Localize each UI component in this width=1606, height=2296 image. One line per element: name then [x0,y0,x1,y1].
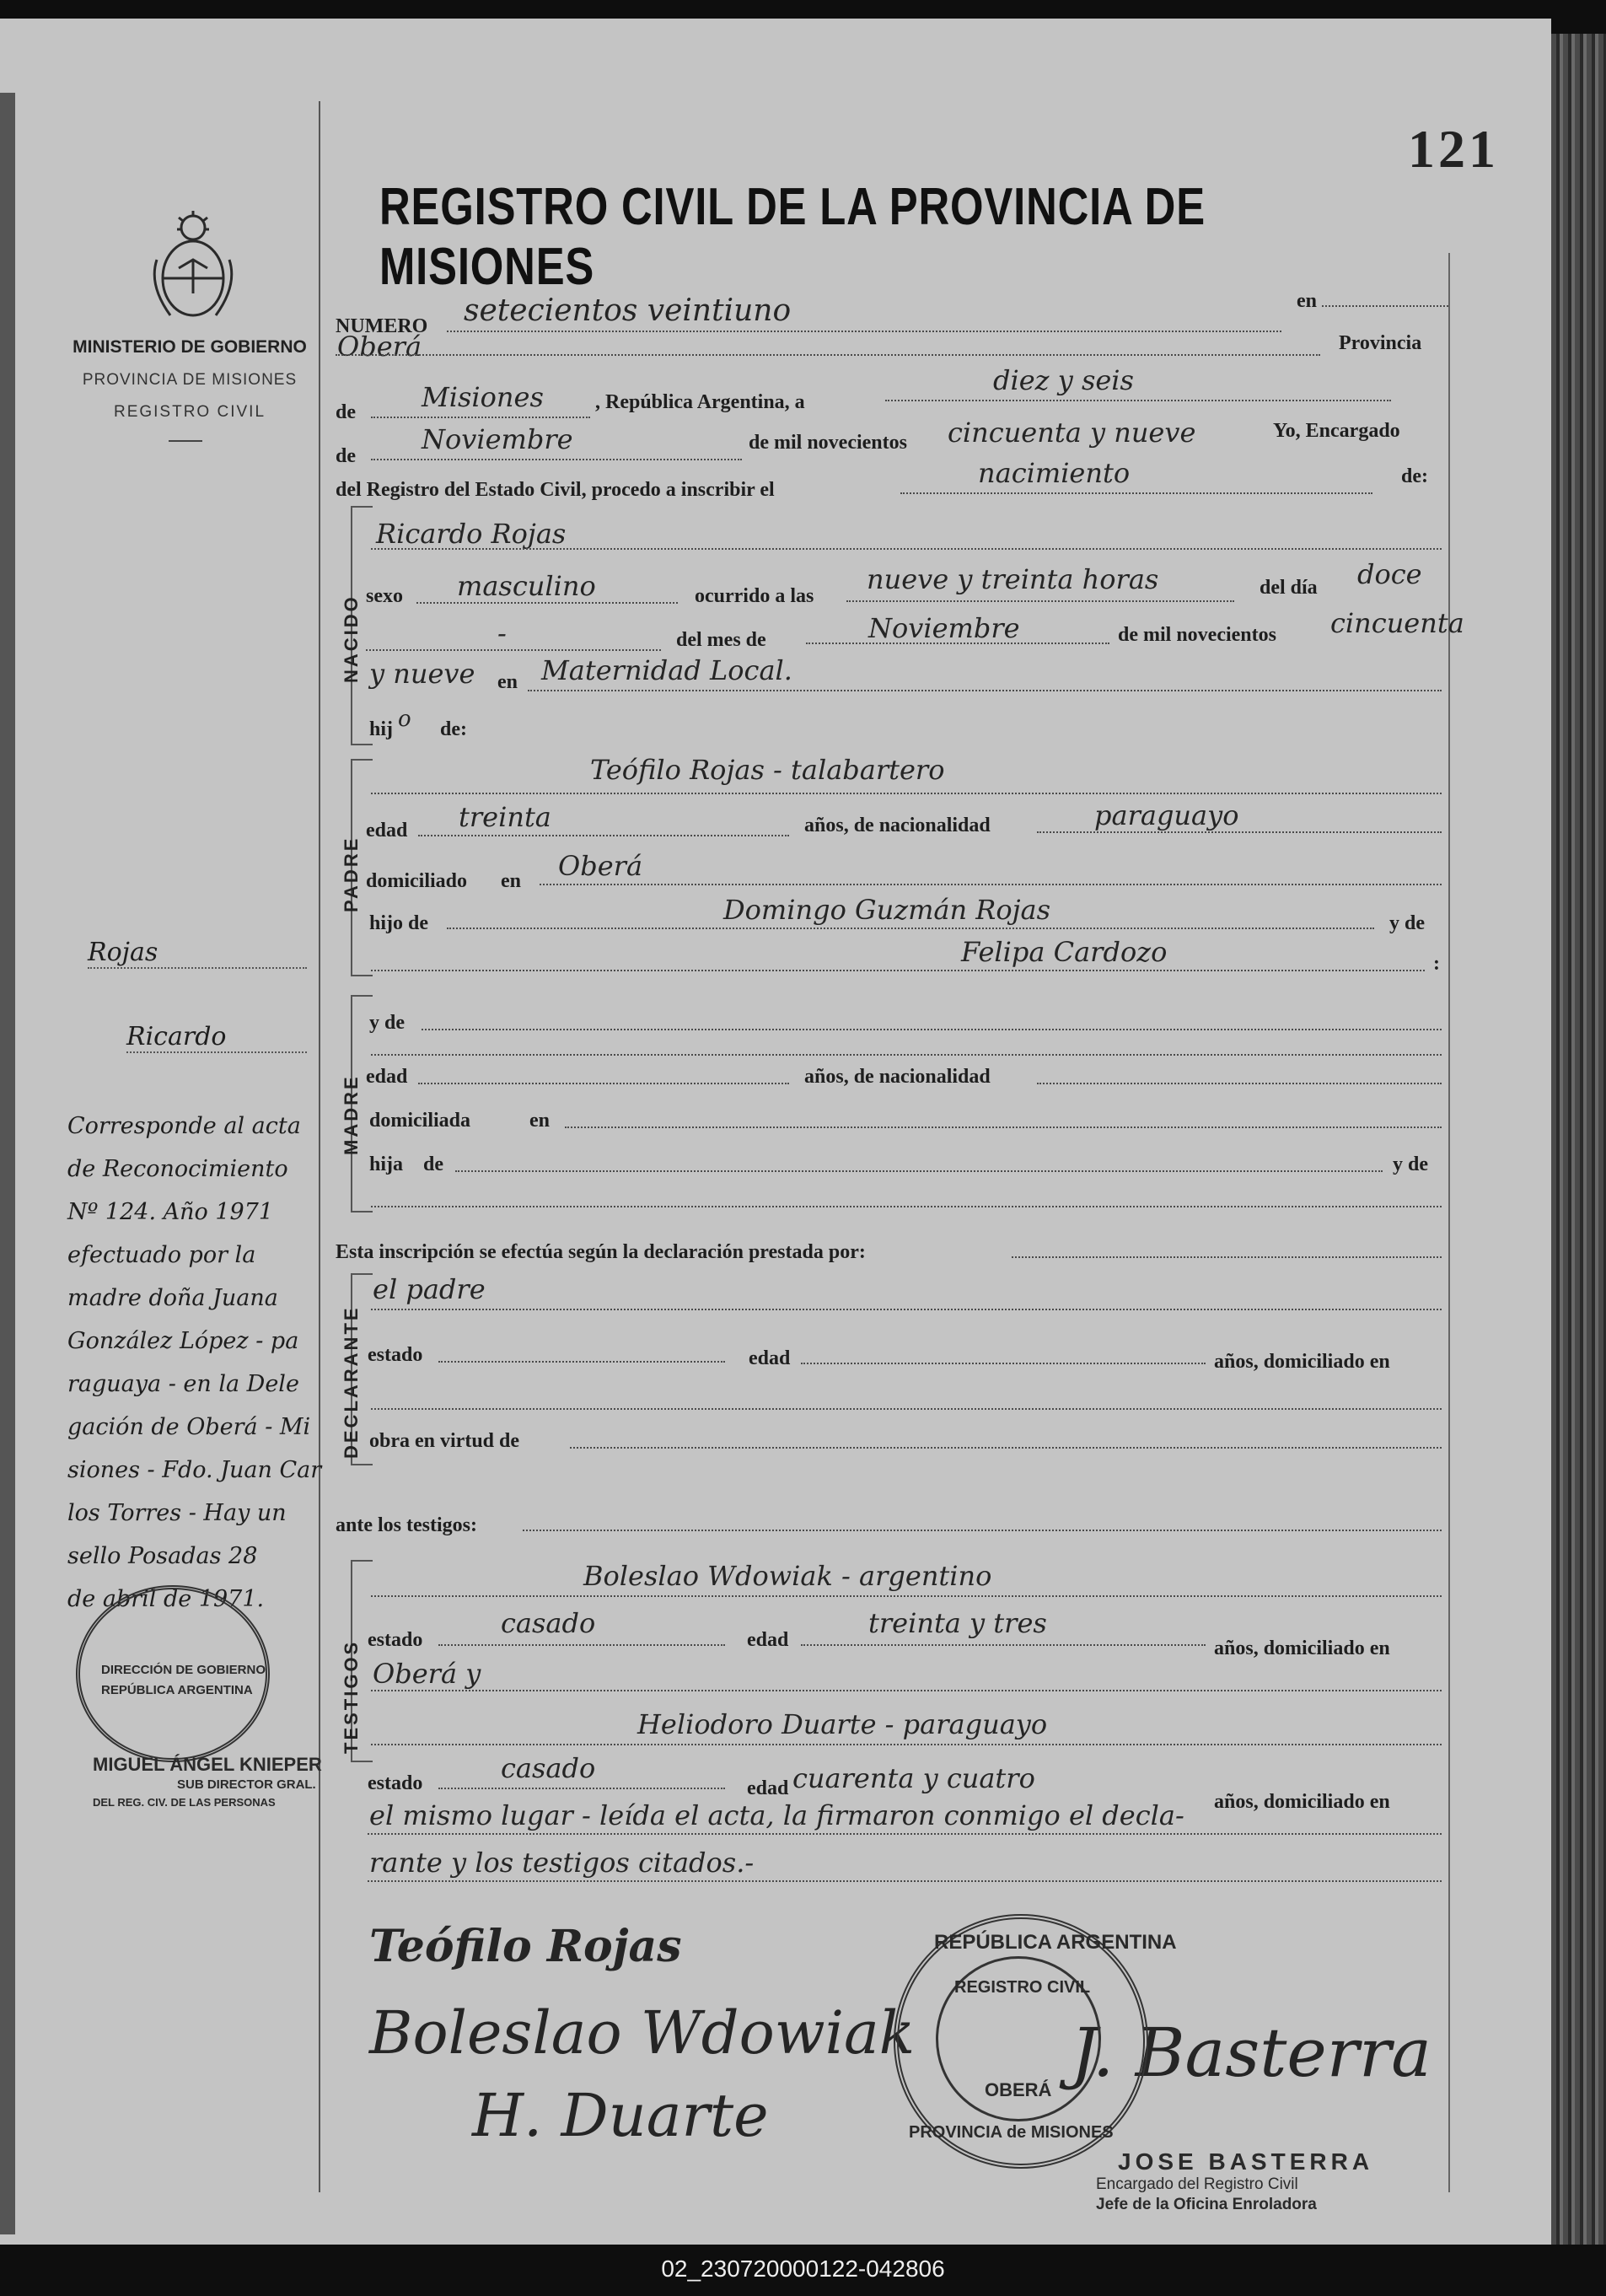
padre-padre-line [447,928,1374,929]
testigos-intro: ante los testigos: [336,1514,477,1536]
anio-value: cincuenta [1330,607,1464,639]
closing-line1: el mismo lugar - leída el acta, la firmaron conmigo el decla- [369,1799,1184,1831]
testigo2-name-line [371,1744,1442,1745]
padre-edad-value: treinta [459,801,551,833]
lugar-line [528,690,1442,691]
margin-note-line: Corresponde al acta [67,1113,301,1139]
madre-hija-line [455,1170,1383,1172]
seal-city-text: OBERÁ [985,2079,1052,2100]
book-spine-edge [0,93,15,2234]
sexo-line [416,602,678,604]
margin-stamp-sub: SUB DIRECTOR GRAL. [177,1777,316,1792]
numero-value: setecientos veintiuno [464,293,792,328]
lugar-value: Maternidad Local. [541,654,792,686]
ministry-province: PROVINCIA DE MISIONES [82,371,298,389]
image-id-label: 02_230720000122-042806 [661,2256,945,2282]
mes-line [806,643,1109,644]
padre-nacionalidad-label: años, de nacionalidad [804,815,991,836]
day-line [885,400,1391,401]
margin-stamp-text1: DIRECCIÓN DE GOBIERNO [101,1663,266,1677]
testigo2-edad-label: edad [747,1777,789,1799]
madre-y-de2-label: y de [1393,1153,1428,1175]
ocurrido-label: ocurrido a las [695,585,814,607]
madre-y-de-label: y de [369,1012,405,1034]
margin-stamp-sub2: DEL REG. CIV. DE LAS PERSONAS [93,1796,276,1809]
madre-hija-de-label: de [423,1153,443,1175]
en-label: en [1297,290,1317,312]
en-line [1322,305,1448,307]
seal-prov-text: PROVINCIA de MISIONES [909,2123,1114,2142]
anio-value2: y nueve [369,658,475,690]
testigos-section-label: TESTIGOS [341,1639,362,1754]
dia-value: doce [1357,558,1422,590]
declarante-dom-line [371,1408,1442,1410]
officer-name: JOSE BASTERRA [1118,2148,1374,2175]
dash-value: - [497,617,507,649]
republica-label: , República Argentina, a [595,391,805,413]
dia-label: del día [1260,577,1318,599]
madre-nacionalidad-line [1037,1083,1442,1084]
padre-domicilio-value: Oberá [558,850,643,882]
declarante-section-label: DECLARANTE [341,1305,362,1459]
month-line [371,459,742,460]
margin-note-line: de Reconocimiento [67,1156,288,1182]
testigo1-name-line [371,1595,1442,1597]
declarante-estado-line [438,1361,725,1363]
declarante-domiciliado-label: años, domiciliado en [1214,1351,1390,1373]
margin-note-line: Nº 124. Año 1971 [67,1199,274,1225]
provincia-label: Provincia [1339,332,1422,354]
officer-title2: Jefe de la Oficina Enroladora [1096,2196,1317,2213]
yo-encargado-label: Yo, Encargado [1273,420,1400,442]
madre-edad-line [418,1083,789,1084]
declarante-obra-label: obra en virtud de [369,1430,520,1452]
signature-officer: J. Basterra [1071,2014,1431,2092]
declarante-edad-line [801,1363,1206,1364]
madre-domicilio-label: domiciliada [369,1110,471,1132]
padre-madre-line [371,970,1425,971]
margin-note-block [67,1105,320,1621]
registro-label: del Registro del Estado Civil, procedo a inscribir el [336,479,775,501]
declarante-obra-line [570,1447,1442,1449]
declarante-value: el padre [373,1273,486,1305]
seal-mid-text: REGISTRO CIVIL [954,1978,1091,1997]
padre-y-de-label: y de [1389,912,1425,934]
officer-title1: Encargado del Registro Civil [1096,2175,1298,2193]
madre-section-label: MADRE [341,1074,362,1155]
testigo2-domiciliado-label: años, domiciliado en [1214,1791,1390,1813]
madre-name-line [422,1029,1442,1030]
madre-domicilio-en-label: en [529,1110,550,1132]
declarante-intro: Esta inscripción se efectúa según la declaración prestada por: [336,1241,866,1263]
de-label: de [336,401,356,423]
year-value: cincuenta y nueve [948,417,1196,449]
nacido-name: Ricardo Rojas [376,518,567,550]
testigo2-estado-label: estado [368,1772,423,1794]
document-title: REGISTRO CIVIL DE LA PROVINCIA DE MISIONES [379,178,1206,296]
closing-line1-rule [368,1833,1442,1835]
signature-testigo1: Boleslao Wdowiak [369,1998,916,2067]
testigo2-estado-value: casado [501,1752,596,1784]
hora-line [846,600,1234,602]
madre-edad-label: edad [366,1066,408,1088]
hijo-label: hij [369,718,394,740]
madre-nacionalidad-label: años, de nacionalidad [804,1066,991,1088]
nacido-name-line [371,548,1442,550]
numero-label: NUMERO [336,315,428,337]
padre-edad-line [418,835,789,836]
closing-line2: rante y los testigos citados.- [369,1847,755,1879]
de2-label: de [336,445,356,467]
testigo1-domicilio-value: Oberá y [373,1658,481,1690]
testigo1-estado-label: estado [368,1629,423,1651]
day-value: diez y seis [993,364,1134,396]
hijo-de-label: de: [440,718,467,740]
province-value: Misiones [422,381,544,413]
padre-edad-label: edad [366,820,408,842]
seal-outer-text: REPÚBLICA ARGENTINA [934,1931,1177,1954]
anio-label: de mil novecientos [1118,624,1276,646]
testigo1-name: Boleslao Wdowiak - argentino [583,1560,992,1592]
padre-name: Teófilo Rojas - talabartero [590,754,945,786]
province-line [371,417,590,418]
margin-note-line: efectuado por la [67,1242,256,1268]
margin-surname: Rojas [88,938,307,969]
nacido-section-label: NACIDO [341,594,362,683]
madre-hija-label: hija [369,1153,404,1175]
testigos-intro-line [523,1530,1442,1531]
margin-note-line: siones - Fdo. Juan Car [67,1457,322,1483]
declarante-edad-label: edad [749,1347,791,1369]
madre-domicilio-line [565,1126,1442,1128]
book-page-edges [1551,34,1606,2245]
testigo2-edad-value: cuarenta y cuatro [792,1762,1035,1794]
ministry-name: MINISTERIO DE GOBIERNO [73,337,307,357]
testigo1-domiciliado-label: años, domiciliado en [1214,1637,1390,1659]
year-label: de mil novecientos [749,432,907,454]
hora-value: nueve y treinta horas [867,563,1159,595]
coat-of-arms-icon [145,209,241,327]
footer-bar [0,2247,1606,2296]
act-line [900,492,1372,494]
numero-line [447,331,1281,332]
madre-end-line [371,1206,1442,1207]
padre-section-label: PADRE [341,836,362,912]
page-number: 121 [1408,119,1499,179]
divider [169,440,202,442]
mes-label: del mes de [676,629,766,651]
padre-nacionalidad-line [1037,831,1442,833]
sexo-label: sexo [366,585,403,607]
dia-cont-line [366,649,661,651]
testigo1-estado-line [438,1644,725,1646]
margin-note-line: los Torres - Hay un [67,1500,287,1526]
padre-madre-value: Felipa Cardozo [961,936,1168,968]
margin-note-line: gación de Oberá - Mi [67,1414,311,1440]
testigo1-estado-value: casado [501,1607,596,1639]
signature-testigo2: H. Duarte [472,2081,769,2150]
padre-colon: : [1433,953,1440,975]
declarante-estado-label: estado [368,1344,423,1366]
padre-hijo-de-label: hijo de [369,912,429,934]
ministry-office: REGISTRO CIVIL [113,403,266,421]
margin-note-line: raguaya - en la Dele [67,1371,299,1397]
padre-padre-value: Domingo Guzmán Rojas [723,894,1051,926]
declarante-intro-line [1012,1256,1442,1258]
right-border-line [1448,253,1450,2192]
madre-name-line2 [371,1054,1442,1056]
testigo1-edad-label: edad [747,1629,789,1651]
margin-given-name: Ricardo [126,1022,307,1053]
de3-label: de: [1401,465,1428,487]
padre-domicilio-line [540,884,1442,885]
testigo1-edad-line [801,1644,1206,1646]
margin-stamp-name: MIGUEL ÁNGEL KNIEPER [93,1754,322,1775]
sexo-value: masculino [457,570,596,602]
act-value: nacimiento [978,457,1131,489]
closing-line2-rule [368,1880,1442,1882]
city-line [336,354,1320,356]
testigo2-estado-line [438,1788,725,1789]
padre-name-line [371,793,1442,794]
margin-note-line: González López - pa [67,1328,299,1354]
margin-note-line: madre doña Juana [67,1285,278,1311]
testigo1-edad-value: treinta y tres [868,1607,1047,1639]
testigo2-name: Heliodoro Duarte - paraguayo [637,1708,1048,1740]
month-value: Noviembre [422,423,573,455]
padre-domicilio-en-label: en [501,870,521,892]
signature-declarante: Teófilo Rojas [369,1921,682,1972]
testigo1-dom-line [371,1690,1442,1691]
mes-value: Noviembre [868,612,1020,644]
declarante-value-line [371,1309,1442,1310]
padre-nacionalidad-value: paraguayo [1094,799,1239,831]
padre-domicilio-label: domiciliado [366,870,468,892]
margin-note-line: sello Posadas 28 [67,1543,258,1569]
margin-stamp-text2: REPÚBLICA ARGENTINA [101,1683,253,1697]
city-value: Oberá [337,331,422,363]
lugar-en-label: en [497,671,518,693]
hijo-value: o [398,707,411,732]
margin-note-line: de abril de 1971. [67,1586,265,1612]
